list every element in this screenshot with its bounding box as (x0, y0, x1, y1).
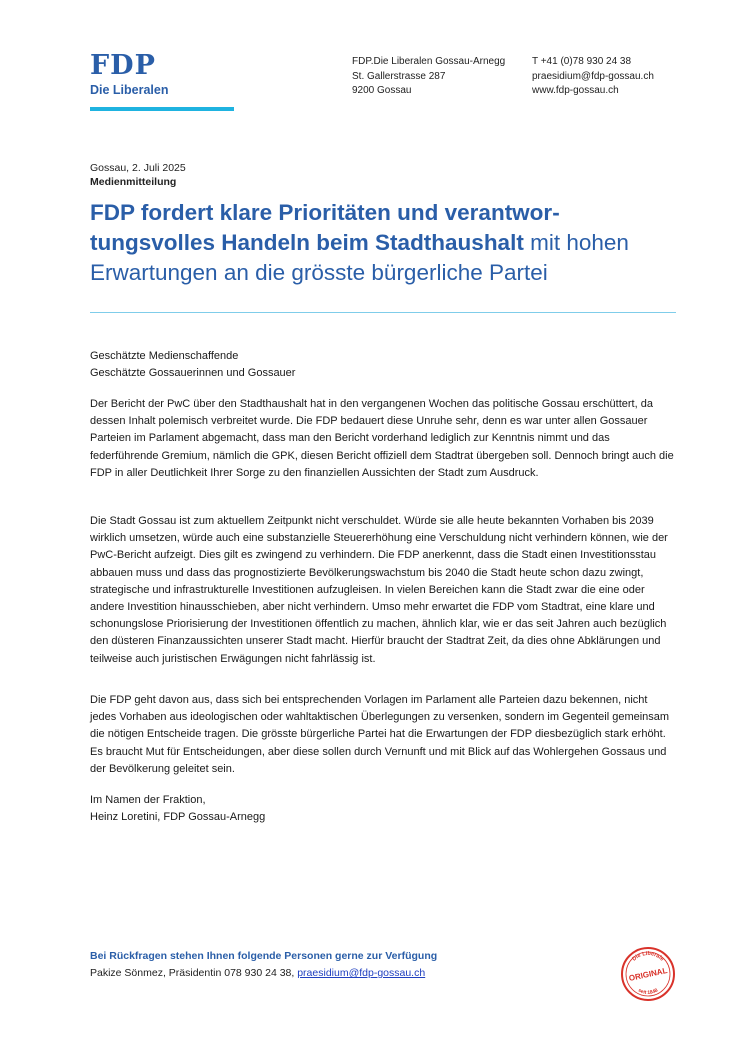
sender-phone: T +41 (0)78 930 24 38 (532, 56, 632, 67)
signoff-line-1: Im Namen der Fraktion, (90, 794, 206, 806)
sender-address (352, 55, 505, 99)
contact-heading: Bei Rückfragen stehen Ihnen folgende Personen gerne zur Verfügung (90, 950, 438, 962)
sender-city: 9200 Gossau (352, 85, 412, 96)
original-stamp (620, 946, 676, 1002)
stamp-bottom-text: seit 1848 (637, 987, 659, 997)
dateline: Gossau, 2. Juli 2025 (90, 162, 186, 174)
body-paragraph-1 (90, 396, 675, 482)
stamp-top-text: Die Liberale (631, 950, 665, 963)
salutation-line-2: Geschätzte Gossauerinnen und Gossauer (90, 367, 296, 379)
paragraph-text: Die Stadt Gossau ist zum aktuellem Zeitpunkt nicht verschuldet. Würde sie alle heute bekannten Vorhaben bis 2039 wirklich umsetzen, würde auch eine substanzielle Steuererhöhung eine Verschuldung nicht verhindern können, wie der PwC-Bericht aufzeigt. Dies gilt es zwingend zu verhindern. Die FDP anerkennt, dass die Stadt einen Investitionsstau abbauen muss und dass das prognostizierte Bevölkerungswachstum bis 2040 die Stadt heute schon dazu zwingt, strategische und infrastrukturelle Investitionen aufzugleisen. In vielen Bereichen kann die Stadt zwar die eine oder andere Investition hinausschieben, aber nicht verhindern. Umso mehr erwartet die FDP vom Stadtrat, eine klare und schonungslose Priorisierung der Investitionen öffentlich zu machen, ähnlich klar, wie er das seit Jahren auch bezüglich den düsteren Finanzaussichten unserer Stadt macht. Hierfür braucht der Stadtrat Zeit, da dies ohne Abklärungen und teilweise auch juristischen Erwägungen nicht fahrlässig ist. (90, 515, 668, 665)
headline-bold: FDP fordert klare Prioritäten und verantwortungsvolles Handeln beim Stadthaushalt (90, 200, 560, 255)
contact-person-text: Pakize Sönmez, Präsidentin 078 930 24 38, (90, 967, 298, 979)
sender-email: praesidium@fdp-gossau.ch (532, 70, 654, 82)
headline-normal: mit hohen Erwartungen an die grösste bürgerliche Partei (90, 230, 629, 285)
paragraph-text: Der Bericht der PwC über den Stadthaushalt hat in den vergangenen Wochen das politische Gossau erschüttert, da dessen Inhalt polemisch verbreitet wurde. Die FDP bedauert diese Unruhe sehr, denn es war unter allen Gossauer Parteien im Parlament abgemacht, dass man den Bericht vorderhand lediglich zur Kenntnis nimmt und das federführende Gremium, nämlich die GPK, diesen Bericht offiziell dem Stadtrat übergeben soll. Dennoch bringt auch die FDP in aller Deutlichkeit Ihrer Sorge zu den finanziellen Aussichten der Stadt zum Ausdruck. (90, 398, 674, 479)
document-type: Medienmitteilung (90, 176, 177, 188)
signoff-line-2: Heinz Loretini, FDP Gossau-Arnegg (90, 811, 266, 823)
sender-contact (532, 55, 654, 99)
sender-org: FDP.Die Liberalen Gossau-Arnegg (352, 56, 506, 67)
logo-accent-bar (90, 107, 234, 111)
logo-subtitle: Die Liberalen (90, 83, 169, 97)
contact-person (90, 967, 425, 979)
body-paragraph-2 (90, 513, 675, 668)
signoff (90, 792, 265, 826)
headline (90, 198, 670, 288)
logo-title: FDP (90, 50, 156, 81)
sender-web: www.fdp-gossau.ch (532, 85, 619, 96)
salutation (90, 348, 295, 382)
stamp-center-text: ORIGINAL (628, 966, 669, 983)
contact-email-link[interactable]: praesidium@fdp-gossau.ch (297, 967, 426, 979)
paragraph-text: Die FDP geht davon aus, dass sich bei entsprechenden Vorlagen im Parlament alle Parteien dazu bekennen, nicht jedes Vorhaben aus ideologischen oder wahltaktischen Überlegungen zu versenken, sondern im Gegenteil gemeinsam die nötigen Entscheide tragen. Die grösste bürgerliche Partei hat die Erwartungen der FDP diesbezüglich stark erhöht. Es braucht Mut für Entscheidungen, aber diese sollen durch Vernunft und mit Blick auf das Wohlergehen Gossaus und der Bevölkerung geleitet sein. (90, 694, 670, 775)
salutation-line-1: Geschätzte Medienschaffende (90, 350, 239, 362)
body-paragraph-3 (90, 692, 675, 778)
sender-street: St. Gallerstrasse 287 (352, 70, 446, 82)
fdp-logo (90, 52, 234, 97)
headline-divider (90, 312, 676, 313)
